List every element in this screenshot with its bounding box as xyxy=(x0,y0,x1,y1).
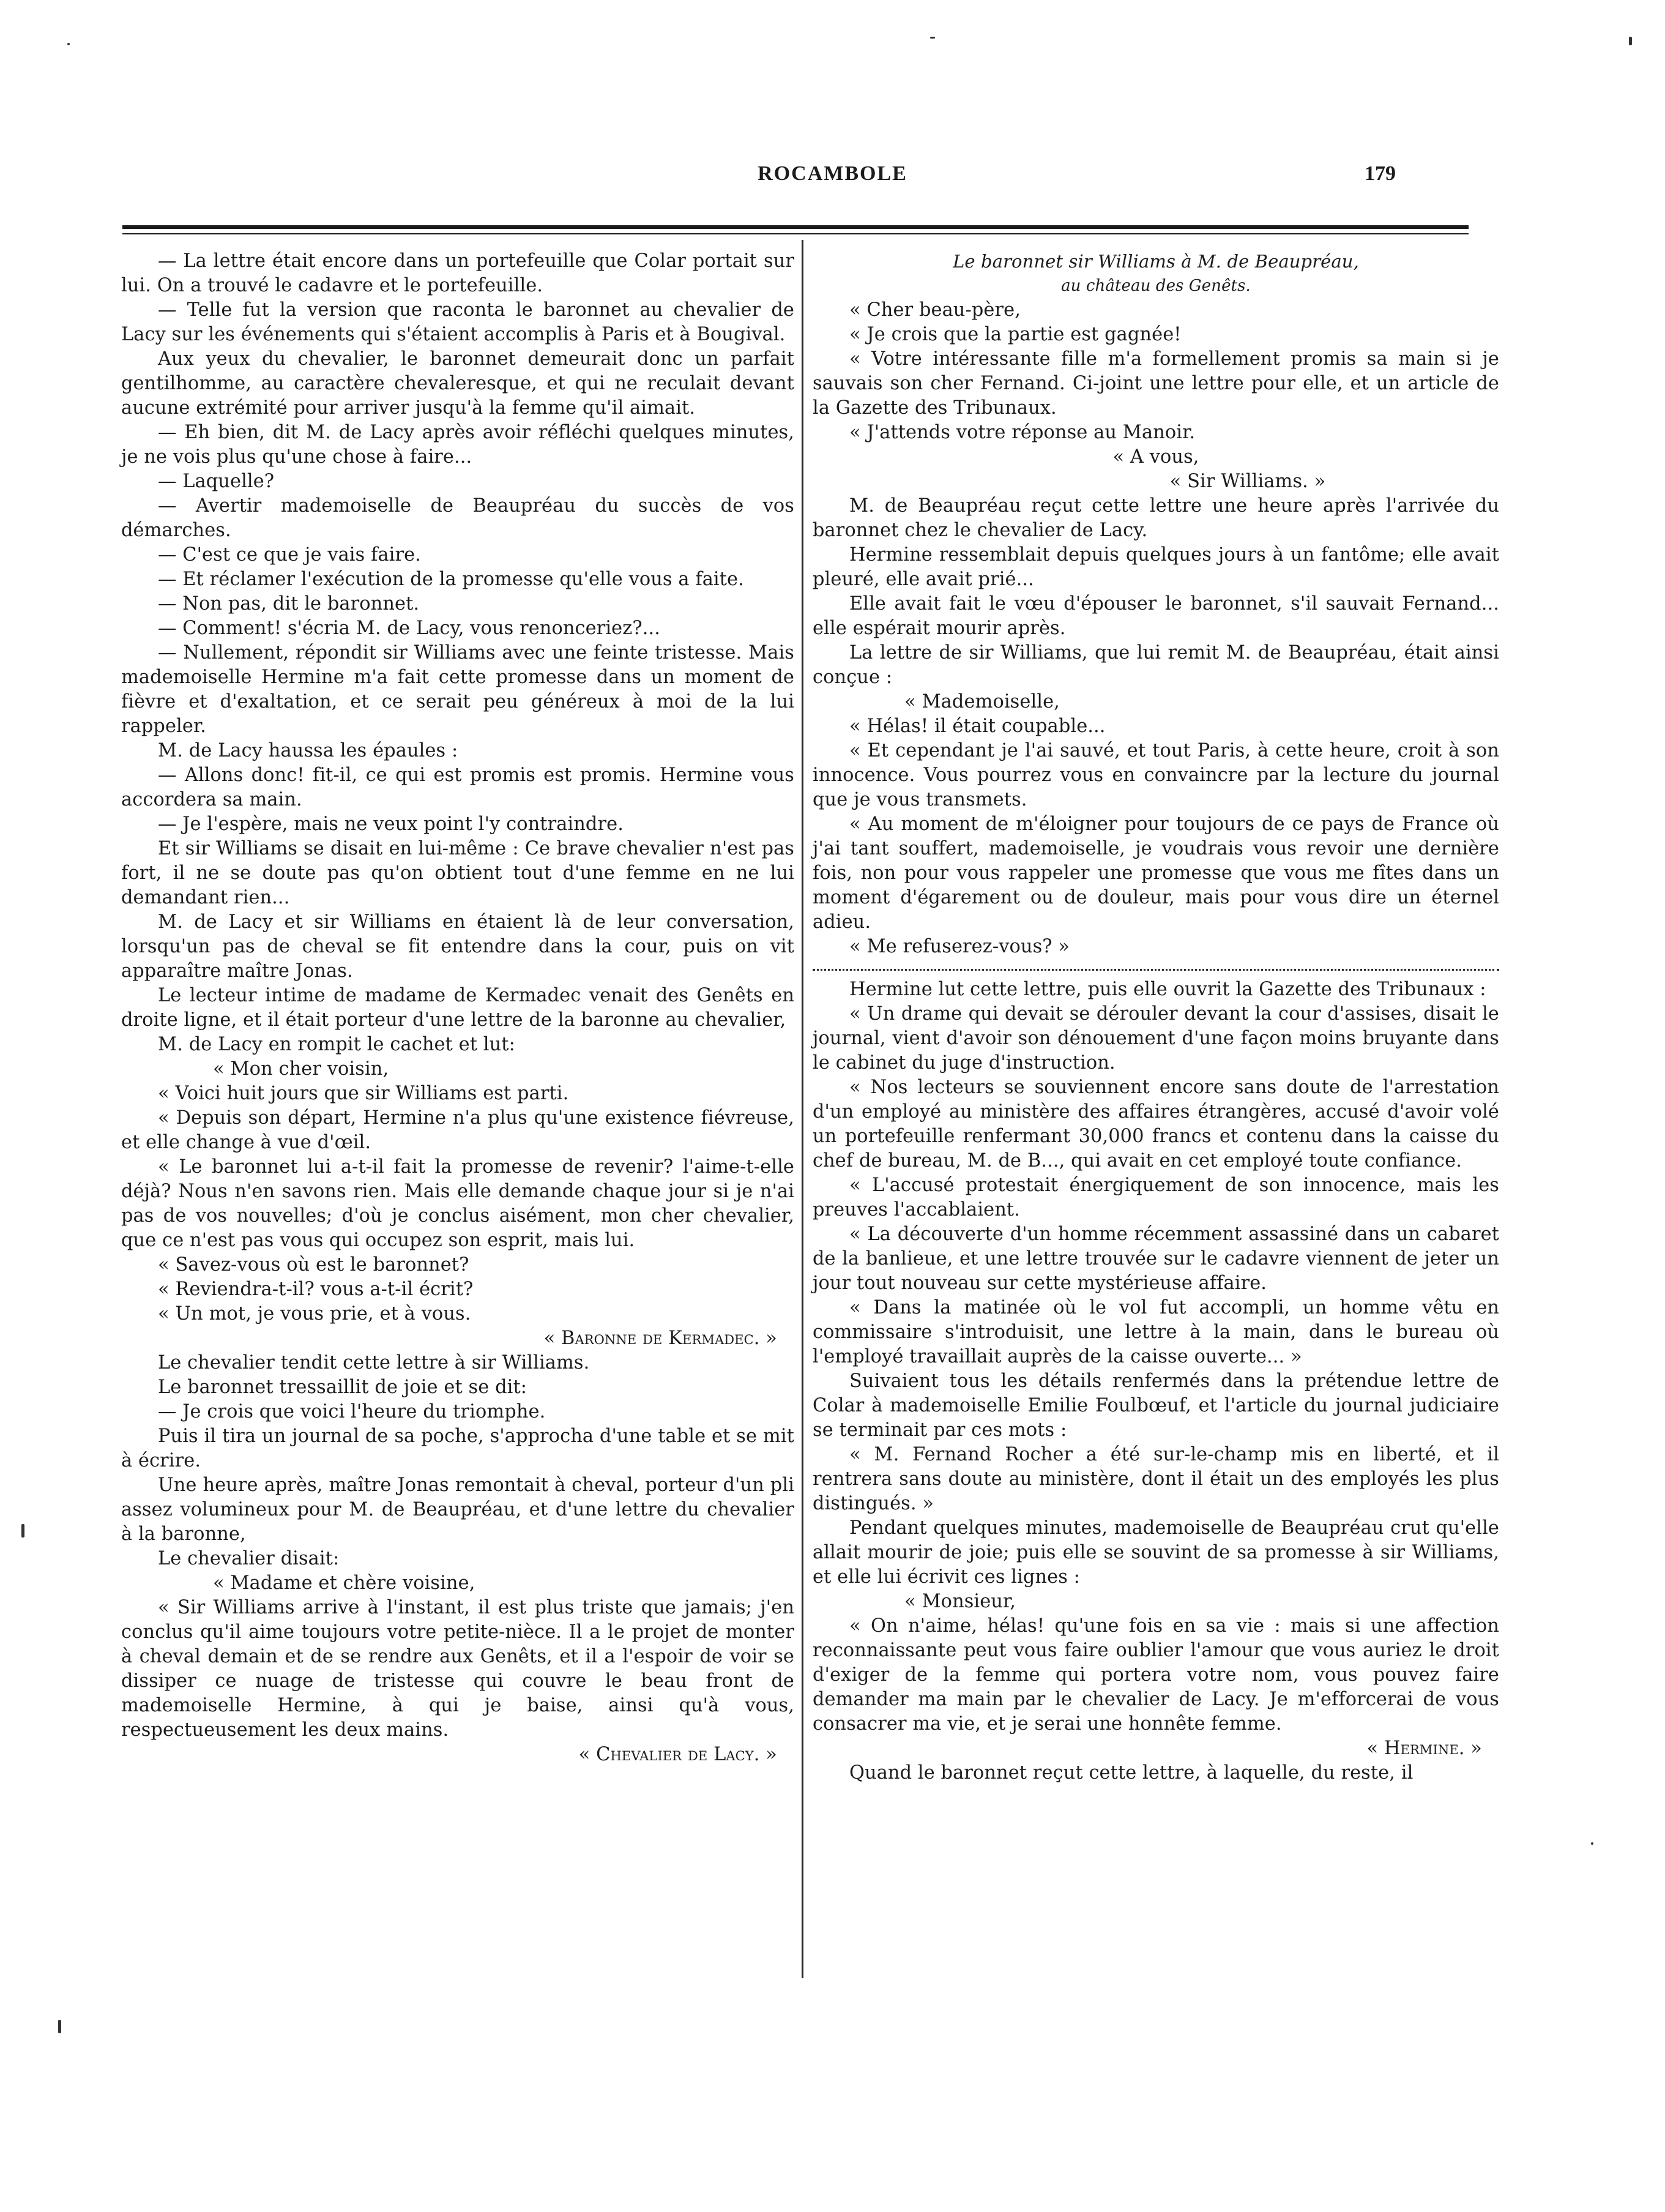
letter-line: « Au moment de m'éloigner pour toujours de ce pays de France où j'ai tant souffert, mademoiselle, je voudrais vous revoir une dernière fois, non pour vous rappeler une promesse que vous me fîtes dans un moment d'égarement ou de douleur, mais pour vous dire un éternel adieu. xyxy=(813,813,1499,933)
scan-speck xyxy=(1629,37,1632,45)
paragraph: Une heure après, maître Jonas remontait à cheval, porteur d'un pli assez volumineux pour M. de Beaupréau, et d'une lettre du chevalier à la baronne, xyxy=(121,1474,794,1545)
quoted-article: « Dans la matinée où le vol fut accompli, un homme vêtu en commissaire s'introduisit, une lettre à la main, dans le bureau où l'employé travaillait auprès de la caisse ouverte... » xyxy=(813,1297,1499,1367)
paragraph: Puis il tira un journal de sa poche, s'approcha d'une table et se mit à écrire. xyxy=(121,1425,794,1471)
right-column xyxy=(813,249,1499,1785)
paragraph: — Nullement, répondit sir Williams avec une feinte tristesse. Mais mademoiselle Hermine m'a fait cette promesse dans un moment de fièvre et d'exaltation, et ce serait peu généreux à moi de la lui rappeler. xyxy=(121,642,794,737)
paragraph: — Laquelle? xyxy=(158,471,275,492)
paragraph: La lettre de sir Williams, que lui remit M. de Beaupréau, était ainsi conçue : xyxy=(813,642,1499,688)
paragraph: Le chevalier disait: xyxy=(158,1548,340,1569)
scan-speck xyxy=(21,1524,24,1538)
paragraph: — Je l'espère, mais ne veux point l'y contraindre. xyxy=(158,813,624,835)
letter-line: « Depuis son départ, Hermine n'a plus qu'une existence fiévreuse, et elle change à vue d'œil. xyxy=(121,1107,794,1153)
scan-speck xyxy=(930,37,935,39)
paragraph: Le chevalier tendit cette lettre à sir Williams. xyxy=(158,1352,590,1373)
letter-heading-location: au château des Genêts. xyxy=(1061,277,1251,295)
page-number: 179 xyxy=(1365,162,1396,185)
dotted-separator xyxy=(813,969,1499,971)
paragraph: — Allons donc! fit-il, ce qui est promis est promis. Hermine vous accordera sa main. xyxy=(121,764,794,810)
quoted-article: « M. Fernand Rocher a été sur-le-champ mis en liberté, et il rentrera sans doute au ministère, dont il était un des employés les plus distingués. » xyxy=(813,1444,1499,1514)
letter-line: « Me refuserez-vous? » xyxy=(849,936,1070,957)
quoted-article: « Un drame qui devait se dérouler devant la cour d'assises, disait le journal, vient d'avoir son dénouement d'une façon moins bruyante dans le cabinet du juge d'instruction. xyxy=(813,1003,1499,1074)
paragraph: — Avertir mademoiselle de Beaupréau du succès de vos démarches. xyxy=(121,495,794,541)
paragraph: — La lettre était encore dans un portefeuille que Colar portait sur lui. On a trouvé le cadavre et le portefeuille. xyxy=(121,250,794,296)
quoted-article: « L'accusé protestait énergiquement de son innocence, mais les preuves l'accablaient. xyxy=(813,1175,1499,1220)
paragraph: — Eh bien, dit M. de Lacy après avoir réfléchi quelques minutes, je ne vois plus qu'une chose à faire... xyxy=(121,422,794,468)
paragraph: Elle avait fait le vœu d'épouser le baronnet, s'il sauvait Fernand... elle espérait mourir après. xyxy=(813,593,1499,639)
paragraph: M. de Lacy haussa les épaules : xyxy=(158,740,458,761)
paragraph: — Et réclamer l'exécution de la promesse qu'elle vous a faite. xyxy=(158,569,744,590)
letter-line: « Je crois que la partie est gagnée! xyxy=(849,324,1182,345)
letter-salutation: « Madame et chère voisine, xyxy=(213,1572,475,1594)
letter-line: « Reviendra-t-il? vous a-t-il écrit? xyxy=(158,1279,474,1300)
scan-speck xyxy=(58,2020,61,2033)
paragraph: — Telle fut la version que raconta le baronnet au chevalier de Lacy sur les événements qui s'étaient accomplis à Paris et à Bougival. xyxy=(121,299,794,345)
paragraph: M. de Lacy et sir Williams en étaient là de leur conversation, lorsqu'un pas de cheval se fit entendre dans la cour, puis on vit apparaître maître Jonas. xyxy=(121,911,794,982)
paragraph: — Comment! s'écria M. de Lacy, vous renonceriez?... xyxy=(158,618,661,639)
paragraph: M. de Lacy en rompit le cachet et lut: xyxy=(158,1034,515,1055)
paragraph: Quand le baronnet reçut cette lettre, à laquelle, du reste, il xyxy=(849,1762,1414,1784)
letter-signature: « Hermine. » xyxy=(1366,1738,1482,1759)
paragraph: — C'est ce que je vais faire. xyxy=(158,544,421,566)
letter-salutation: « Mademoiselle, xyxy=(904,691,1060,712)
paragraph: Le baronnet tressaillit de joie et se dit: xyxy=(158,1377,527,1398)
scan-speck xyxy=(67,43,70,45)
paragraph: Aux yeux du chevalier, le baronnet demeurait donc un parfait gentilhomme, au caractère chevaleresque, et qui ne reculait devant aucune extrémité pour arriver jusqu'à la femme qu'il aimait. xyxy=(121,348,794,419)
letter-signature: « Baronne de Kermadec. » xyxy=(543,1328,777,1349)
letter-salutation: « Mon cher voisin, xyxy=(213,1058,389,1080)
quoted-article: « Nos lecteurs se souviennent encore sans doute de l'arrestation d'un employé au ministère des affaires étrangères, accusé d'avoir volé un portefeuille renfermant 30,000 francs et contenu dans la caisse du chef de bureau, M. de B..., qui avait en cet employé toute confiance. xyxy=(813,1077,1499,1171)
scan-speck xyxy=(1591,1842,1593,1845)
paragraph: Et sir Williams se disait en lui-même : Ce brave chevalier n'est pas fort, il ne se doute pas qu'on obtient tout d'une femme en ne lui demandant rien... xyxy=(121,838,794,908)
letter-line: « Voici huit jours que sir Williams est parti. xyxy=(158,1083,569,1104)
paragraph: Suivaient tous les détails renfermés dans la prétendue lettre de Colar à mademoiselle Emilie Foulbœuf, et l'article du journal judiciaire se terminait par ces mots : xyxy=(813,1370,1499,1441)
letter-line: « Votre intéressante fille m'a formellement promis sa main si je sauvais son cher Fernand. Ci-joint une lettre pour elle, et un article de la Gazette des Tribunaux. xyxy=(813,348,1499,419)
quoted-article: « La découverte d'un homme récemment assassiné dans un cabaret de la banlieue, et une lettre trouvée sur le cadavre viennent de jeter un jour tout nouveau sur cette mystérieuse affaire. xyxy=(813,1224,1499,1294)
paragraph: Hermine lut cette lettre, puis elle ouvrit la Gazette des Tribunaux : xyxy=(849,979,1486,1000)
column-divider xyxy=(802,240,803,1978)
paragraph: Le lecteur intime de madame de Kermadec venait des Genêts en droite ligne, et il était porteur d'une lettre de la baronne au chevalier, xyxy=(121,985,794,1031)
letter-signature: « Chevalier de Lacy. » xyxy=(578,1744,777,1765)
letter-salutation: « Cher beau-père, xyxy=(849,299,1021,321)
header-rule-thick xyxy=(122,225,1469,229)
letter-line: « J'attends votre réponse au Manoir. xyxy=(849,422,1196,443)
letter-line: « Savez-vous où est le baronnet? xyxy=(158,1254,469,1276)
letter-line: « On n'aime, hélas! qu'une fois en sa vie : mais si une affection reconnaissante peut vous faire oublier l'amour que vous auriez le droit d'exiger de la femme qui portera votre nom, vous pouvez faire demander ma main par le chevalier de Lacy. Je m'efforcerai de vous consacrer ma vie, et je serai une honnête femme. xyxy=(813,1615,1499,1735)
letter-salutation: « Monsieur, xyxy=(904,1591,1016,1612)
letter-line: « Sir Williams arrive à l'instant, il est plus triste que jamais; j'en conclus qu'il aime toujours votre petite-nièce. Il a le projet de monter à cheval demain et de se rendre aux Genêts, et il a l'espoir de voir se dissiper ce nuage de tristesse qui couvre le beau front de mademoiselle Hermine, à qui je baise, ainsi qu'à vous, respectueusement les deux mains. xyxy=(121,1597,794,1741)
paragraph: Hermine ressemblait depuis quelques jours à un fantôme; elle avait pleuré, elle avait prié... xyxy=(813,544,1499,590)
letter-line: « Hélas! il était coupable... xyxy=(849,716,1106,737)
letter-closing: « A vous, xyxy=(1112,446,1199,468)
paragraph: M. de Beaupréau reçut cette lettre une heure après l'arrivée du baronnet chez le chevalier de Lacy. xyxy=(813,495,1499,541)
header-rule-thin xyxy=(122,233,1469,234)
paragraph: Pendant quelques minutes, mademoiselle de Beaupréau crut qu'elle allait mourir de joie; puis elle se souvint de sa promesse à sir Williams, et elle lui écrivit ces lignes : xyxy=(813,1517,1499,1588)
running-header-title: ROCAMBOLE xyxy=(758,162,907,185)
letter-line: « Le baronnet lui a-t-il fait la promesse de revenir? l'aime-t-elle déjà? Nous n'en savons rien. Mais elle demande chaque jour si je n'ai pas de vos nouvelles; d'où je conclus aisément, mon cher chevalier, que ce n'est pas vous qui occupez son esprit, mais lui. xyxy=(121,1156,794,1251)
paragraph: — Non pas, dit le baronnet. xyxy=(158,593,420,615)
paragraph: — Je crois que voici l'heure du triomphe. xyxy=(158,1401,546,1422)
left-column xyxy=(121,249,794,1767)
letter-line: « Un mot, je vous prie, et à vous. xyxy=(158,1303,471,1325)
letter-line: « Et cependant je l'ai sauvé, et tout Paris, à cette heure, croit à son innocence. Vous pourrez vous en convaincre par la lecture du journal que je vous transmets. xyxy=(813,740,1499,810)
letter-signature: « Sir Williams. » xyxy=(1169,471,1326,492)
letter-heading: Le baronnet sir Williams à M. de Beaupréau, xyxy=(953,251,1359,272)
